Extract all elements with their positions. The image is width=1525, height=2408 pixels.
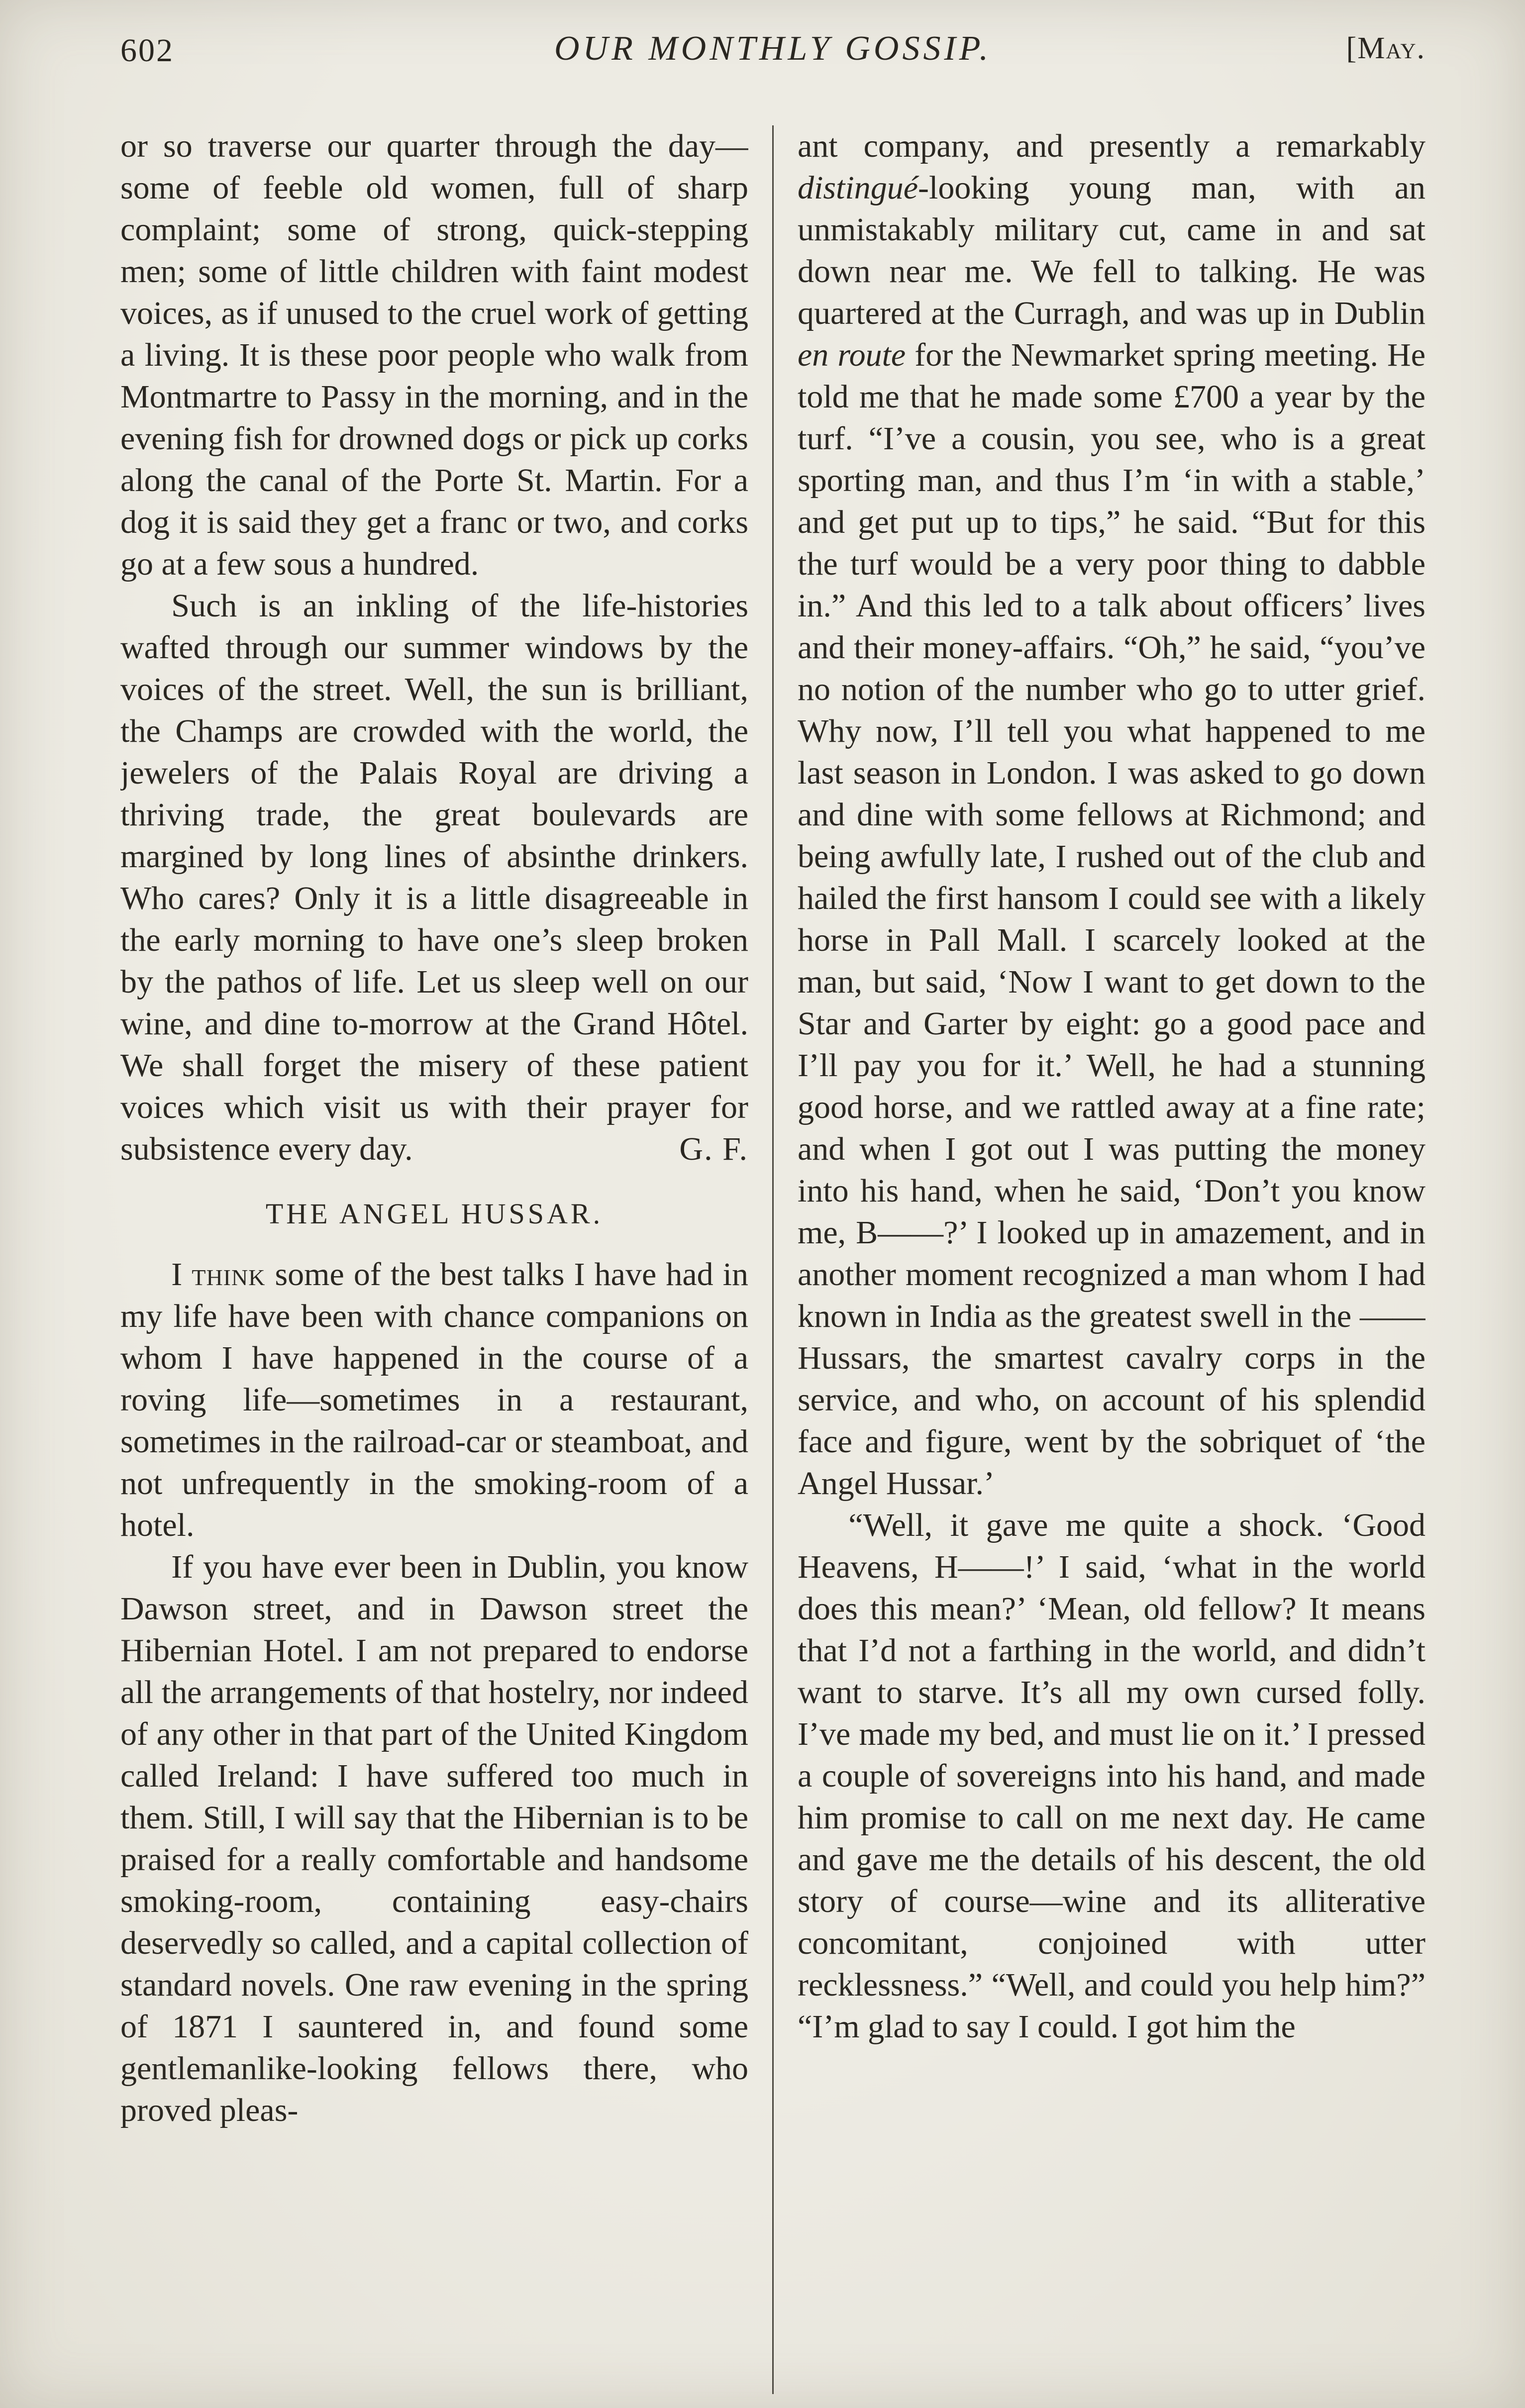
right-column [798, 125, 1425, 2394]
left-column [120, 125, 748, 2394]
paragraph: ant company, and presently a remarkably distingué-looking young man, with an unmistakably military cut, came in and sat down near me. We fell to talking. He was quartered at the Curragh, and was up in Dublin en route for the Newmarket spring meeting. He told me that he made some £700 a year by the turf. “I’ve a cousin, you see, who is a great sporting man, and thus I’m ‘in with a stable,’ and get put up to tips,” he said. “But for this the turf would be a very poor thing to dabble in.” And this led to a talk about officers’ lives and their money-affairs. “Oh,” he said, “you’ve no notion of the number who go to utter grief. Why now, I’ll tell you what happened to me last season in London. I was asked to go down and dine with some fellows at Richmond; and being awfully late, I rushed out of the club and hailed the first hansom I could see with a likely horse in Pall Mall. I scarcely looked at the man, but said, ‘Now I want to get down to the Star and Garter by eight: go a good pace and I’ll pay you for it.’ Well, he had a stunning good horse, and we rattled away at a fine rate; and when I got out I was putting the money into his hand, when he said, ‘Don’t you know me, B——?’ I looked up in amazement, and in another moment recognized a man whom I had known in India as the greatest swell in the —— Hussars, the smartest cavalry corps in the service, and who, on account of his splendid face and figure, went by the sobriquet of ‘the Angel Hussar.’ [798, 128, 1425, 1502]
text-columns [120, 125, 1425, 2394]
paragraph: or so traverse our quarter through the day—some of feeble old women, full of sharp complaint; some of strong, quick-stepping men; some of little children with faint modest voices, as if unused to the cruel work of getting a living. It is these poor people who walk from Montmartre to Passy in the morning, and in the evening fish for drowned dogs or pick up corks along the canal of the Porte St. Martin. For a dog it is said they get a franc or two, and corks go at a few sous a hundred. [120, 128, 748, 582]
page-header [120, 29, 1425, 84]
paragraph: If you have ever been in Dublin, you know Dawson street, and in Dawson street the Hibernian Hotel. I am not prepared to endorse all the arrangements of that hostelry, nor indeed of any other in that part of the United Kingdom called Ireland: I have suffered too much in them. Still, I will say that the Hibernian is to be praised for a really comfortable and handsome smoking-room, containing easy-chairs deservedly so called, and a capital collection of standard novels. One raw evening in the spring of 1871 I sauntered in, and found some gentlemanlike-looking fellows there, who proved pleas- [120, 1549, 748, 2128]
paragraph: “Well, it gave me quite a shock. ‘Good Heavens, H——!’ I said, ‘what in the world does this mean?’ ‘Mean, old fellow? It means that I’d not a farthing in the world, and didn’t want to starve. It’s all my own cursed folly. I’ve made my bed, and must lie on it.’ I pressed a couple of sovereigns into his hand, and made him promise to call on me next day. He came and gave me the details of his descent, the old story of course—wine and its alliterative concomitant, conjoined with utter recklessness.” “Well, and could you help him?” “I’m glad to say I could. I got him the [798, 1507, 1425, 2045]
section-heading: THE ANGEL HUSSAR. [265, 1198, 604, 1230]
running-title: OUR MONTHLY GOSSIP. [554, 29, 992, 68]
column-rule [772, 125, 774, 2394]
author-initials: G. F. [679, 1131, 748, 1167]
page-number: 602 [120, 32, 174, 69]
month-label: [May. [1346, 31, 1425, 65]
paragraph: I think some of the best talks I have had in my life have been with chance companions on whom I have happened in the course of a roving life—sometimes in a restaurant, sometimes in the railroad-car or steamboat, and not unfrequently in the smoking-room of a hotel. [120, 1256, 748, 1543]
paragraph [120, 585, 748, 1170]
paragraph-text: Such is an inkling of the life-histories wafted through our summer windows by the voices of the street. Well, the sun is brilliant, the Champs are crowded with the world, the jewelers of the Palais Royal are driving a thriving trade, the great boulevards are margined by long lines of absinthe drinkers. Who cares? Only it is a little disagreeable in the early morning to have one’s sleep broken by the pathos of life. Let us sleep well on our wine, and dine to-morrow at the Grand Hôtel. We shall forget the misery of these patient voices which visit us with their prayer for subsistence every day. [120, 588, 748, 1167]
